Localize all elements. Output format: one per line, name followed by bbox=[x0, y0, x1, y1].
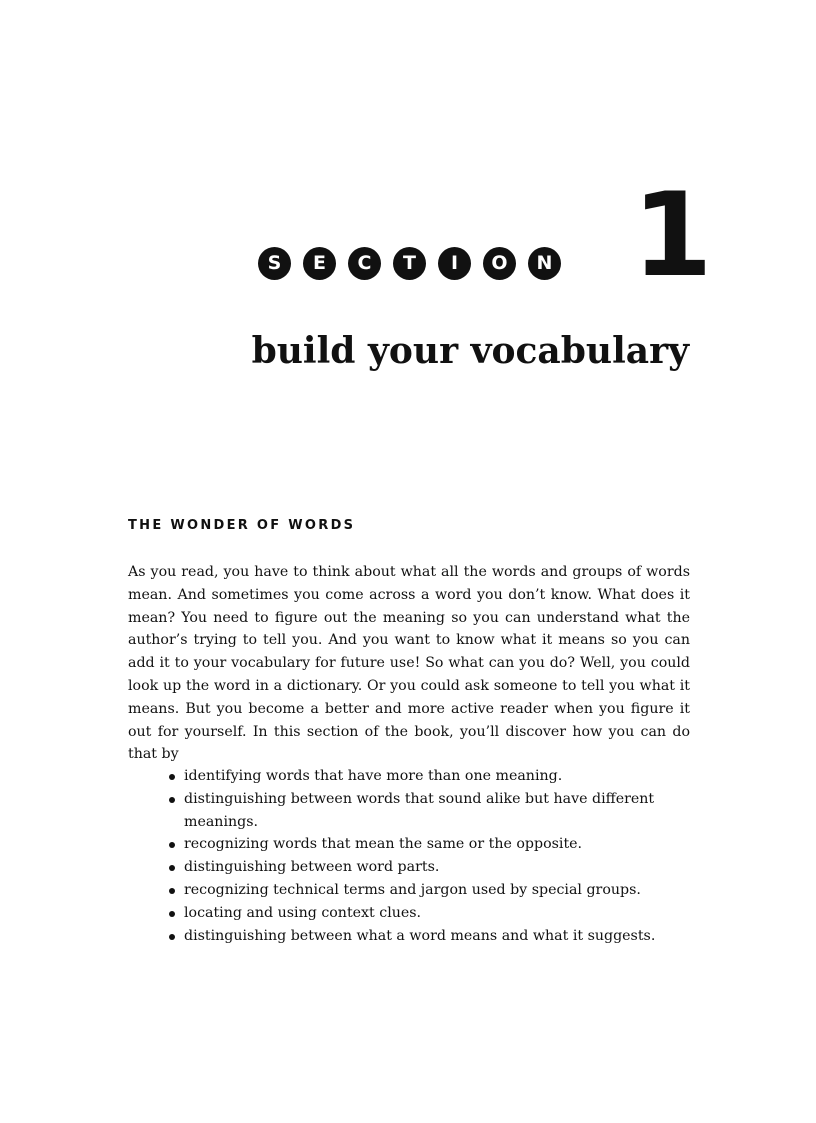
bullet-icon bbox=[169, 934, 175, 940]
section-letter-c: C bbox=[348, 247, 381, 280]
list-item-text: distinguishing between word parts. bbox=[184, 859, 440, 876]
list-item bbox=[168, 833, 668, 856]
list-item bbox=[168, 788, 668, 834]
list-item-text: locating and using context clues. bbox=[184, 904, 422, 921]
section-letter-o: O bbox=[483, 247, 516, 280]
list-item bbox=[168, 902, 668, 925]
body-paragraph: As you read, you have to think about what all the words and groups of words mean. And sometimes you come across a word you don’t know. What does it mean? You need to figure out the meaning so you can understand what the author’s trying to tell you. And you want to know what it means so you can add it to your vocabulary for future use! So what can you do? Well, you could look up the word in a dictionary. Or you could ask someone to tell you what it means. But you become a better and more active reader when you figure it out for yourself. In this section of the book, you’ll discover how you can do that by bbox=[128, 564, 690, 763]
bullet-icon bbox=[169, 865, 175, 871]
subheading: THE WONDER OF WORDS bbox=[128, 518, 356, 533]
section-letter-n: N bbox=[528, 247, 561, 280]
bullet-icon bbox=[169, 911, 175, 917]
list-item-text: identifying words that have more than one meaning. bbox=[184, 768, 563, 784]
skills-list bbox=[168, 765, 668, 947]
list-item bbox=[168, 879, 668, 902]
section-letter-s: S bbox=[258, 247, 291, 280]
section-letter-i: I bbox=[438, 247, 471, 280]
list-item-text: recognizing words that mean the same or the opposite. bbox=[184, 836, 583, 853]
list-item bbox=[168, 856, 668, 879]
section-title: build your vocabulary bbox=[251, 330, 689, 373]
list-item bbox=[168, 925, 668, 948]
section-letter-t: T bbox=[393, 247, 426, 280]
bullet-icon bbox=[169, 797, 175, 803]
section-letter-e: E bbox=[303, 247, 336, 280]
list-item-text: recognizing technical terms and jargon used by special groups. bbox=[184, 881, 641, 898]
bullet-icon bbox=[169, 774, 175, 780]
list-item-text: distinguishing between words that sound alike but have different meanings. bbox=[184, 790, 655, 830]
list-item-text: distinguishing between what a word means and what it suggests. bbox=[184, 927, 656, 944]
section-number: 1 bbox=[632, 168, 713, 303]
section-label bbox=[258, 247, 561, 281]
list-item bbox=[168, 765, 668, 788]
bullet-icon bbox=[169, 888, 175, 894]
bullet-icon bbox=[169, 842, 175, 848]
